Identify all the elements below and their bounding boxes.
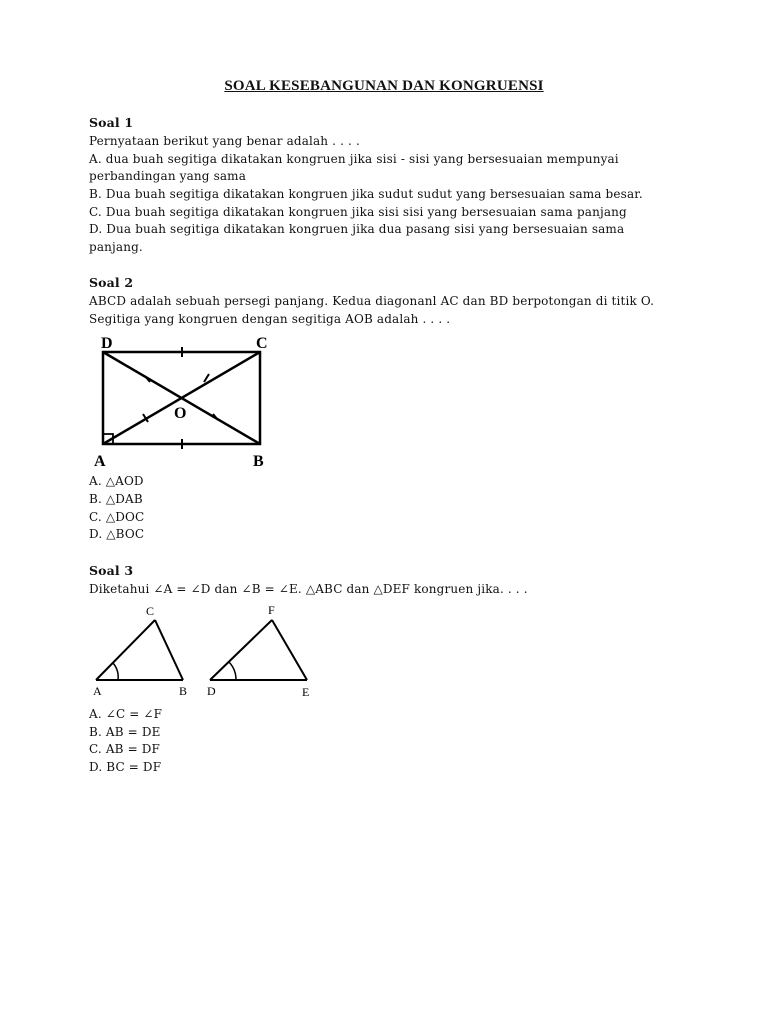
center-label-o: O	[174, 405, 187, 422]
vertex-label-b: B	[253, 453, 264, 470]
soal2-option-d: D. △BOC	[89, 527, 145, 541]
vertex-label-c: C	[256, 335, 268, 352]
vertex-label-d: D	[207, 684, 216, 698]
soal2-heading: Soal 2	[89, 275, 134, 290]
vertex-label-a: A	[94, 453, 106, 470]
vertex-label-b: B	[179, 684, 188, 698]
soal3-option-d: D. BC = DF	[89, 760, 162, 774]
soal2-option-a: A. △AOD	[89, 474, 144, 488]
soal3-option-c: C. AB = DF	[89, 742, 160, 756]
soal1-question: Pernyataan berikut yang benar adalah . . . .	[89, 134, 360, 148]
triangles-abc-def-figure	[90, 600, 320, 700]
soal1-option-d-cont: panjang.	[89, 240, 143, 254]
vertex-label-f: F	[268, 603, 275, 617]
rectangle-abcd-figure	[90, 330, 290, 470]
vertex-label-e: E	[302, 685, 310, 699]
page-title: SOAL KESEBANGUNAN DAN KONGRUENSI	[224, 78, 544, 94]
soal2-option-c: C. △DOC	[89, 510, 145, 524]
vertex-label-d: D	[101, 335, 113, 352]
soal2-question-line2: Segitiga yang kongruen dengan segitiga AOB adalah . . . .	[89, 312, 451, 326]
vertex-label-c: C	[146, 604, 155, 618]
soal3-question: Diketahui ∠A = ∠D dan ∠B = ∠E. △ABC dan △DEF kongruen jika. . . .	[89, 582, 528, 596]
soal3-option-a: A. ∠C = ∠F	[89, 707, 163, 721]
soal1-option-a: A. dua buah segitiga dikatakan kongruen jika sisi - sisi yang bersesuaian mempunyai	[89, 152, 619, 166]
soal3-heading: Soal 3	[89, 563, 134, 578]
soal2-question-line1: ABCD adalah sebuah persegi panjang. Kedua diagonanl AC dan BD berpotongan di titik O.	[89, 294, 655, 308]
soal1-option-c: C. Dua buah segitiga dikatakan kongruen jika sisi sisi yang bersesuaian sama panjang	[89, 205, 627, 219]
soal3-option-b: B. AB = DE	[89, 725, 161, 739]
vertex-label-a: A	[93, 684, 102, 698]
soal1-option-d: D. Dua buah segitiga dikatakan kongruen jika dua pasang sisi yang bersesuaian sama	[89, 222, 625, 236]
soal1-option-b: B. Dua buah segitiga dikatakan kongruen jika sudut sudut yang bersesuaian sama besar.	[89, 187, 643, 201]
soal2-option-b: B. △DAB	[89, 492, 143, 506]
soal1-option-a-cont: perbandingan yang sama	[89, 169, 247, 183]
soal1-heading: Soal 1	[89, 115, 134, 130]
